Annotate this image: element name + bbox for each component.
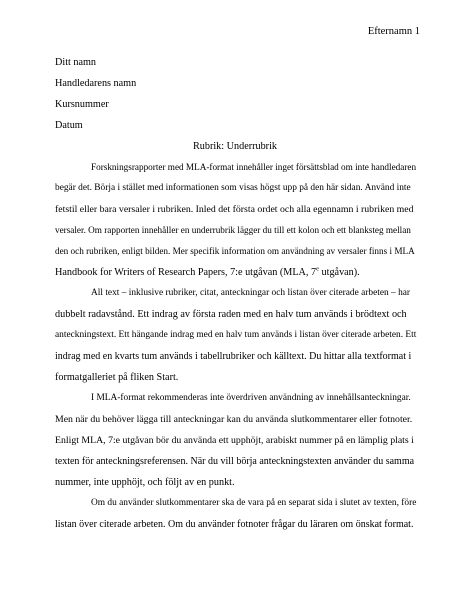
text-line: texten för anteckningsreferensen. När du vill börja anteckningstexten använder du samma [55, 456, 415, 467]
heading-date: Datum [55, 120, 83, 131]
text-line: Men när du behöver lägga till anteckningar kan du använda slutkommentarer eller fotnoter. [55, 414, 413, 425]
text-line [55, 262, 415, 283]
text-line: indrag med en kvarts tum används i tabellrubriker och källtext. Du hittar alla textformat i [55, 351, 412, 362]
text-line: All text – inklusive rubriker, citat, anteckningar och listan över citerade arbeten – har [91, 288, 411, 298]
heading-name: Ditt namn [55, 57, 97, 68]
running-head: Efternamn 1 [367, 26, 420, 37]
text-segment: Handbook for Writers of Research Papers, 7:e utgåvan (MLA, 7 [55, 267, 317, 278]
text-line: Enligt MLA, 7:e utgåvan bör du använda ett upphöjt, arabiskt nummer på en lämplig plats i [55, 435, 414, 446]
text-line: formatgalleriet på fliken Start. [55, 372, 179, 383]
text-line: fetstil eller bara versaler i rubriken. Inled det första ordet och alla egennamn i rubriken med [55, 204, 414, 215]
paragraph-1 [55, 157, 415, 283]
heading-course: Kursnummer [55, 99, 109, 110]
text-line: Om du använder slutkommentarer ska de vara på en separat sida i slutet av texten, före [91, 498, 417, 508]
text-line: nummer, inte upphöjt, och följt av en punkt. [55, 477, 235, 488]
text-line: dubbelt radavstånd. Ett indrag av första raden med en halv tum används i brödtext och [55, 309, 407, 320]
superscript-e: e [316, 265, 319, 273]
heading-instructor: Handledarens namn [55, 78, 137, 89]
text-line: anteckningstext. Ett hängande indrag med en halv tum används i listan över citerade arbeten. Ett [55, 330, 417, 340]
text-line: Forskningsrapporter med MLA-format innehåller inget försättsblad om inte handledaren [91, 162, 417, 172]
paragraph-4 [55, 493, 415, 535]
text-line: den och rubriken, enligt bilden. Mer specifik information om användning av versaler finns i MLA [55, 246, 415, 256]
document-title: Rubrik: Underrubrik [192, 141, 278, 152]
paragraph-2 [55, 283, 415, 388]
paragraph-3 [55, 388, 415, 493]
text-line: versaler. Om rapporten innehåller en underrubrik lägger du till ett kolon och ett blanksteg mellan [55, 225, 411, 235]
text-segment: utgåvan). [318, 267, 360, 278]
text-line: begär det. Börja i stället med informationen som visas högst upp på den här sidan. Använd inte [55, 183, 411, 193]
document-body [55, 52, 415, 535]
text-line: listan över citerade arbeten. Om du använder fotnoter frågar du läraren om önskat format. [55, 519, 414, 530]
text-line: I MLA-format rekommenderas inte överdriven användning av innehållsanteckningar. [91, 393, 411, 403]
